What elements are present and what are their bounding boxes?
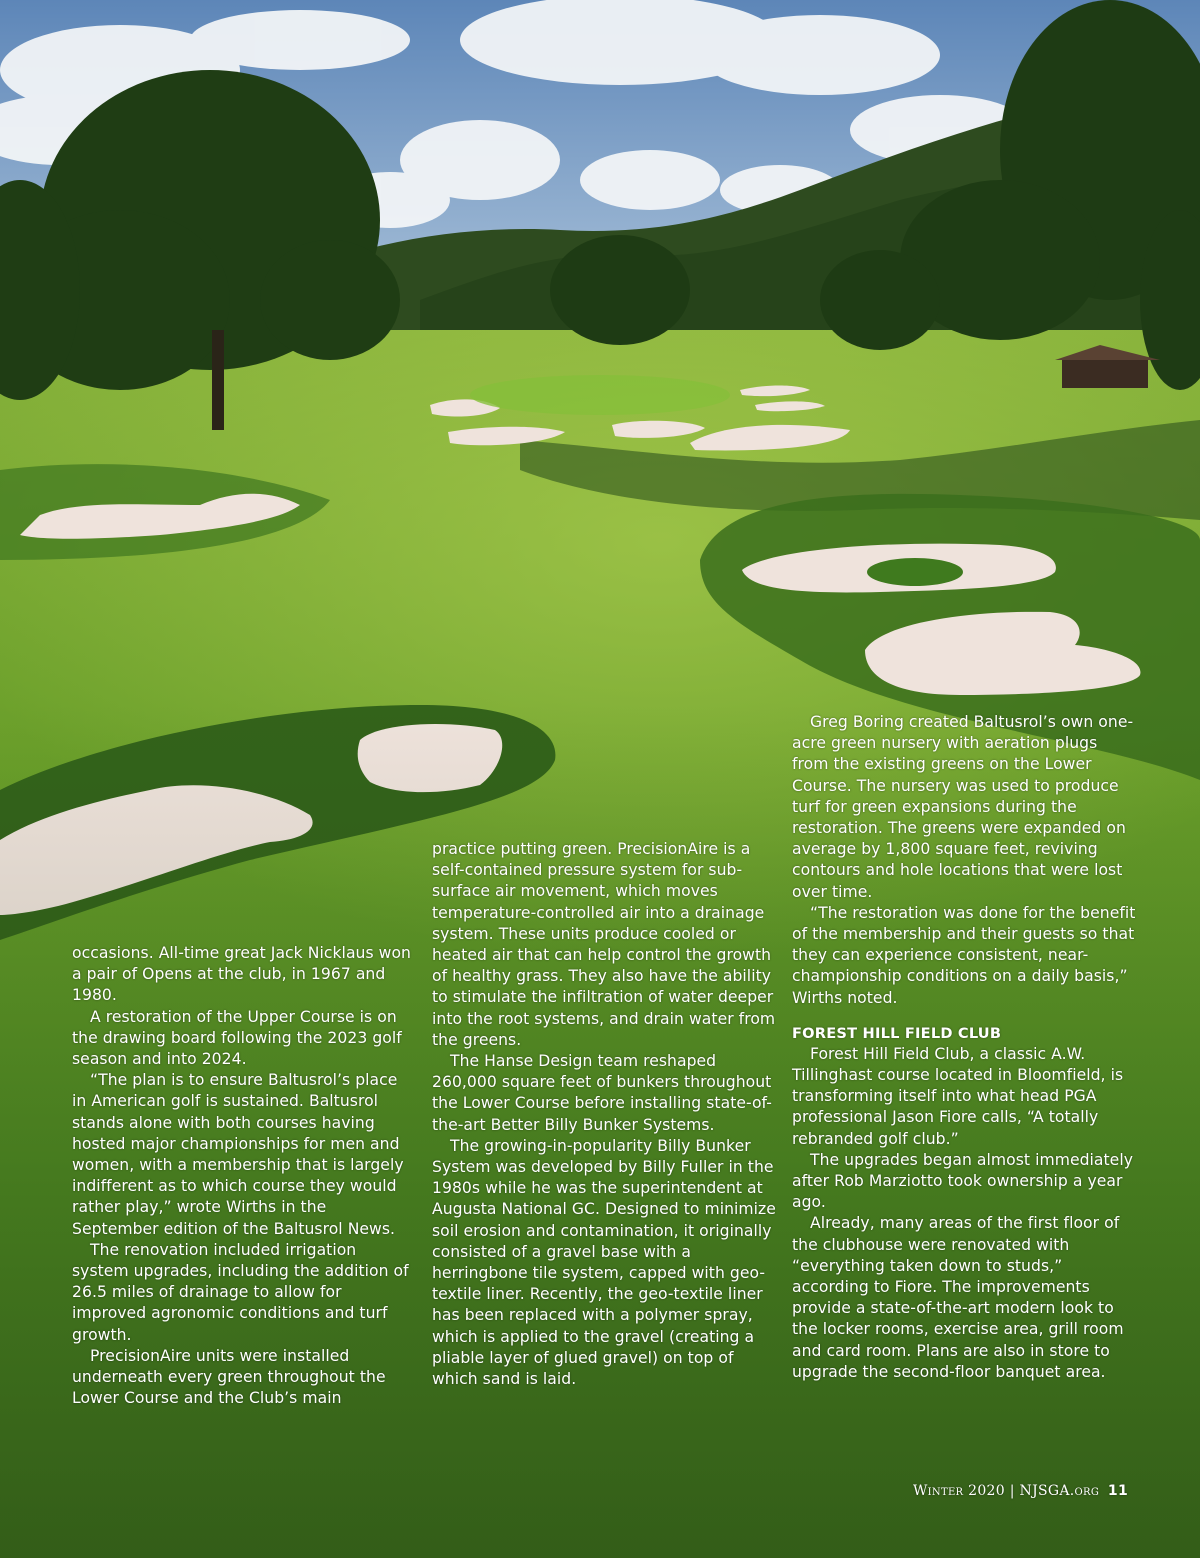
site-label: NJSGA.org — [1019, 1483, 1100, 1499]
tree-trunk — [212, 330, 224, 430]
paragraph: The growing-in-popularity Billy Bunker System was developed by Billy Fuller in the 1980s while he was the superintendent at Augusta National GC. Designed to minimize soil erosion and contamination, it originally consisted of a gravel base with a herringbone tile system, capped with geo-textile liner. Recently, the geo-textile liner has been replaced with a polymer spray, which is applied to the gravel (creating a pliable layer of glued gravel) on top of which sand is laid. — [432, 1136, 776, 1389]
grass-island — [867, 558, 963, 586]
section-heading: FOREST HILL FIELD CLUB — [792, 1024, 1002, 1042]
page-number: 11 — [1107, 1483, 1128, 1499]
paragraph: The renovation included irrigation system upgrades, including the addition of 26.5 miles of drainage to allow for improved agronomic conditions and turf growth. — [72, 1240, 409, 1344]
paragraph: Forest Hill Field Club, a classic A.W. Tillinghast course located in Bloomfield, is transforming itself into what head PGA professional Jason Fiore calls, “A totally rebranded golf club.” — [792, 1044, 1124, 1148]
paragraph: The upgrades began almost immediately after Rob Marziotto took ownership a year ago. — [792, 1150, 1133, 1212]
paragraph: The Hanse Design team reshaped 260,000 square feet of bunkers throughout the Lower Course before installing state-of-the-art Better Billy Bunker Systems. — [432, 1052, 772, 1134]
paragraph: Greg Boring created Baltusrol’s own one-acre green nursery with aeration plugs from the existing greens on the Lower Course. The nursery was used to produce turf for green expansions during the restoration. The greens were expanded on average by 1,800 square feet, reviving contours and hole locations that were lost over time. — [792, 713, 1134, 901]
page-footer — [913, 1483, 1128, 1499]
paragraph: PrecisionAire units were installed underneath every green throughout the Lower Course and the Club’s main — [72, 1346, 386, 1408]
paragraph: Already, many areas of the first floor of the clubhouse were renovated with “everything taken down to studs,” according to Fiore. The improvements provide a state-of-the-art modern look to the locker rooms, exercise area, grill room and card room. Plans are also in store to upgrade the second-floor banquet area. — [792, 1214, 1124, 1381]
paragraph: occasions. All-time great Jack Nicklaus won a pair of Opens at the club, in 1967 and 1980. — [72, 944, 411, 1005]
issue-label: Winter 2020 — [912, 1483, 1005, 1499]
putting-green — [470, 375, 730, 415]
article-column-2 — [432, 839, 776, 1390]
paragraph: A restoration of the Upper Course is on the drawing board following the 2023 golf season and into 2024. — [72, 1007, 402, 1069]
footer-separator: | — [1009, 1483, 1015, 1499]
paragraph: practice putting green. PrecisionAire is a self-contained pressure system for sub-surface air movement, which moves temperature-controlled air into a drainage system. These units produce cooled or heated air that can help control the growth of healthy grass. They also have the ability to stimulate the infiltration of water deeper into the root systems, and drain water from the greens. — [432, 840, 776, 1049]
article-column-3 — [792, 712, 1136, 1383]
paragraph: “The plan is to ensure Baltusrol’s place in American golf is sustained. Baltusrol stands alone with both courses having hosted major championships for men and women, with a membership that is largely indifferent as to which course they would rather play,” wrote Wirths in the September edition of the Baltusrol News. — [72, 1071, 404, 1238]
article-column-1 — [72, 943, 416, 1409]
paragraph: “The restoration was done for the benefit of the membership and their guests so that they can experience consistent, near-championship conditions on a daily basis,” Wirths noted. — [792, 903, 1136, 1007]
